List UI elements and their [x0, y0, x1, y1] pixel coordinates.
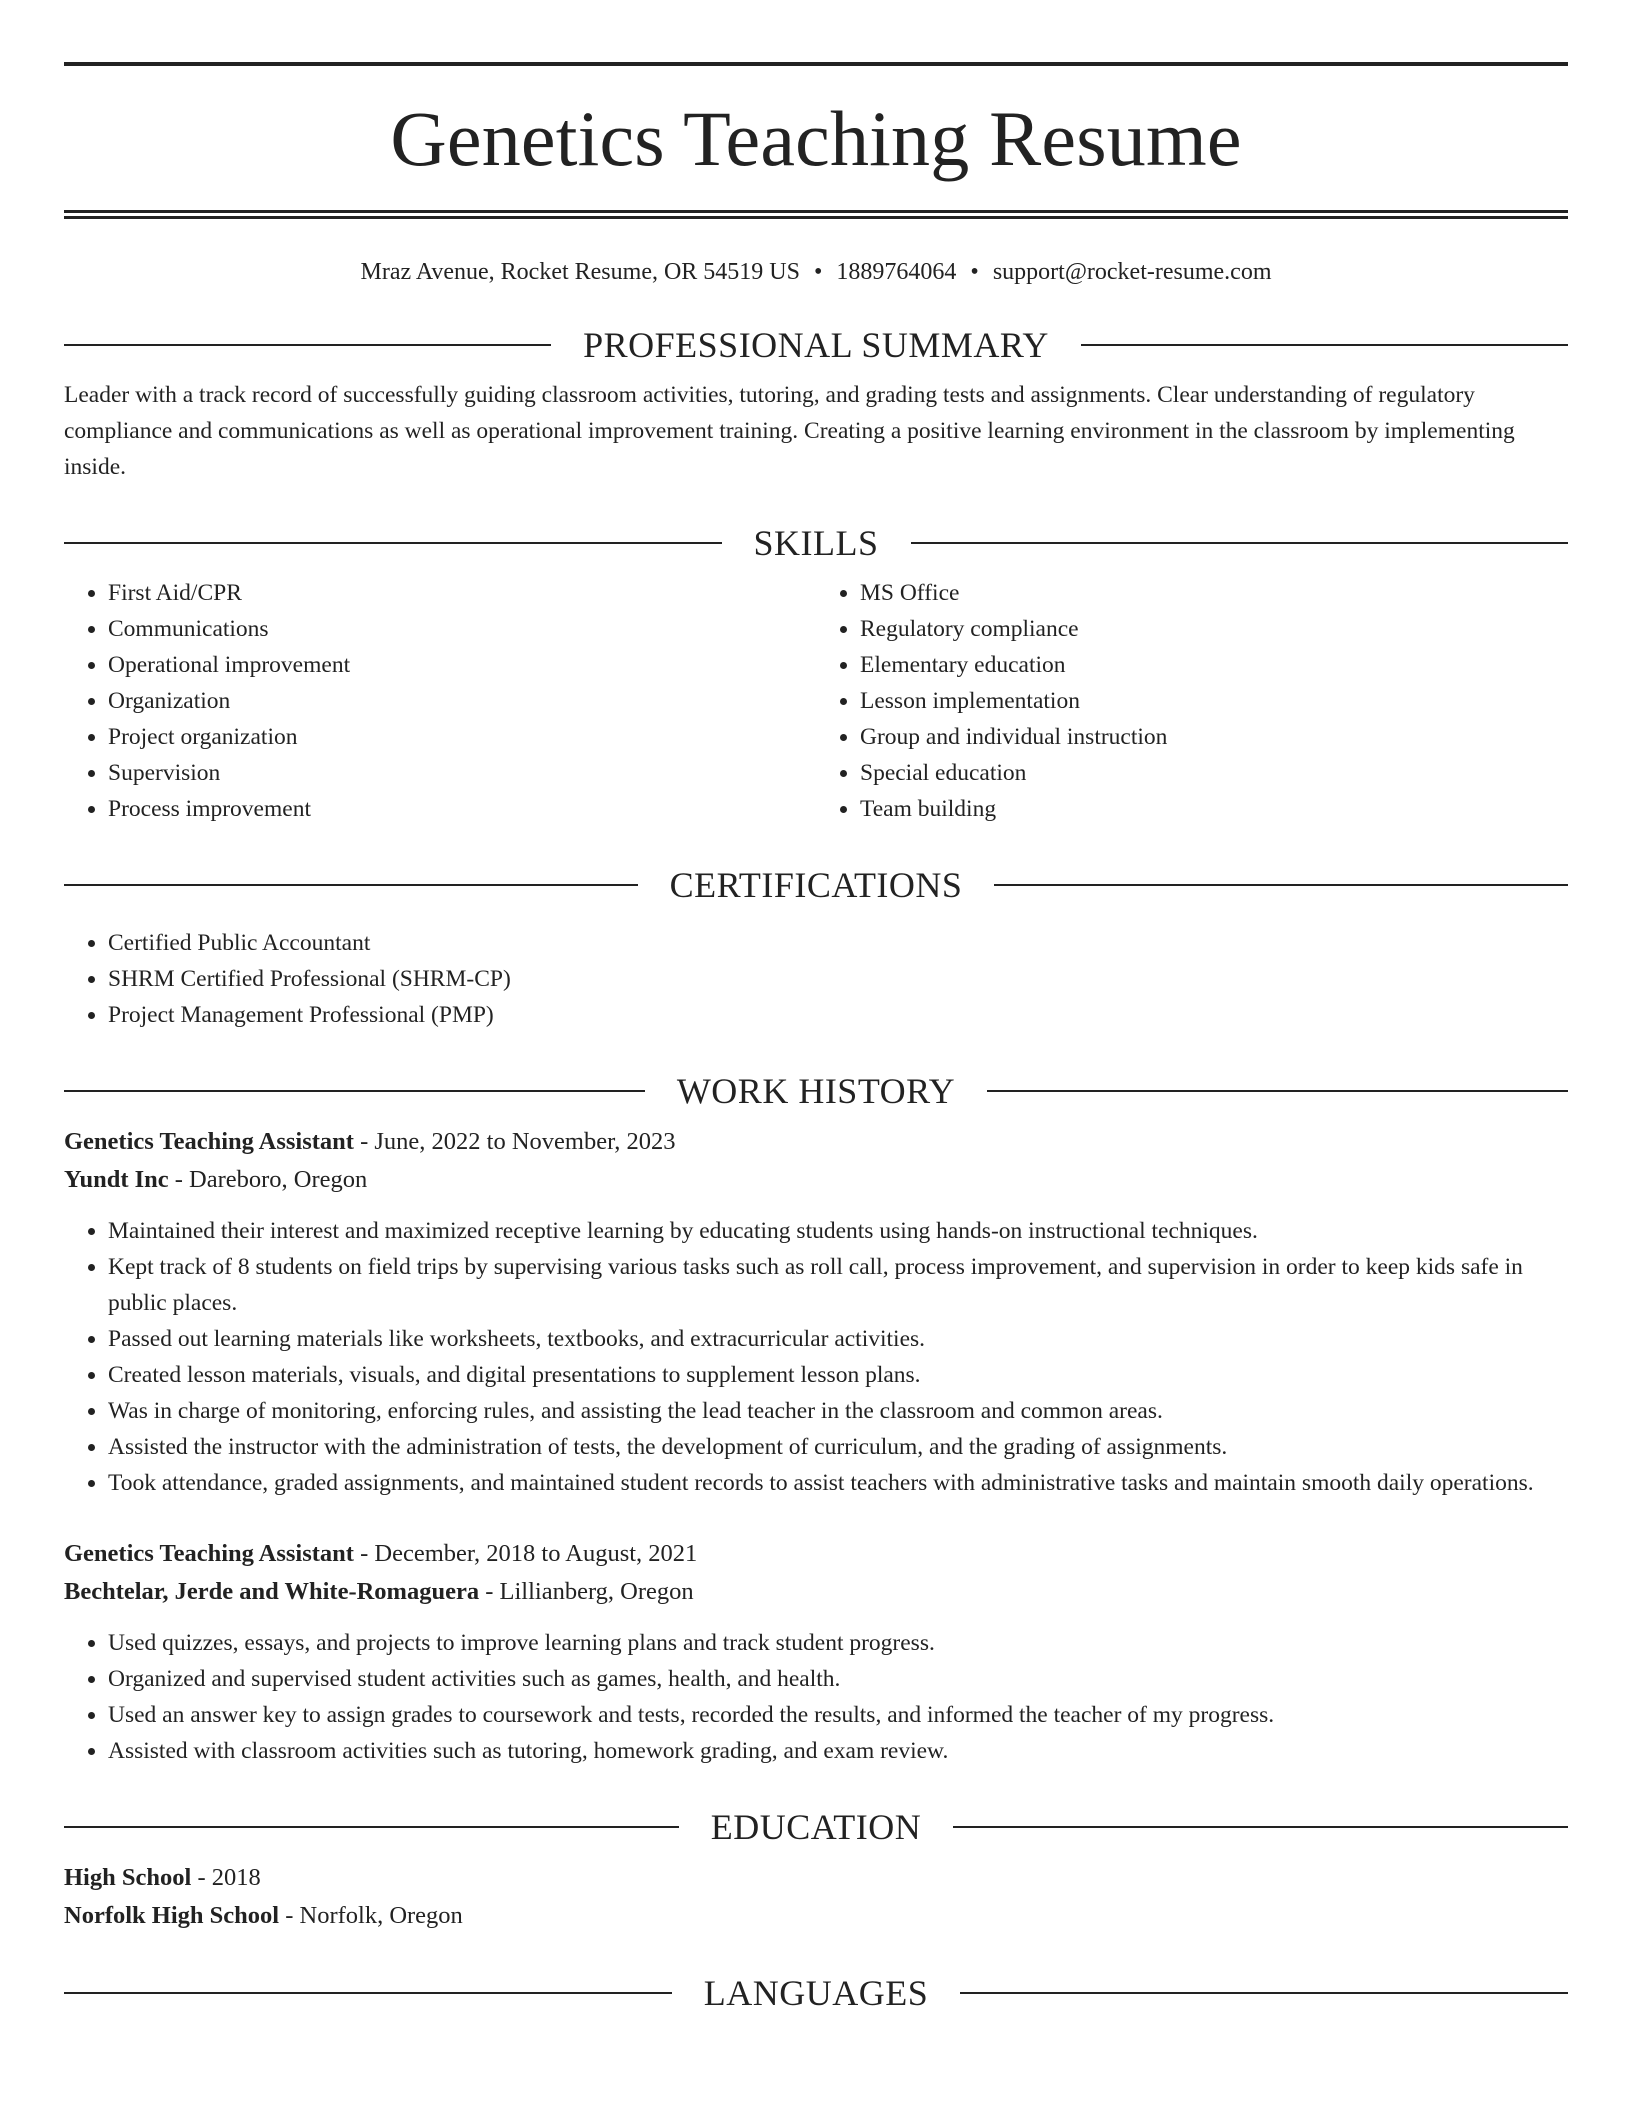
skill-item: • Lesson implementation: [860, 683, 1568, 719]
section-title: LANGUAGES: [703, 1972, 929, 2013]
education-year: - 2018: [191, 1863, 261, 1891]
job-company-line: [64, 1573, 1568, 1611]
certification-item: • SHRM Certified Professional (SHRM-CP): [108, 961, 1568, 997]
job-bullet: • Assisted the instructor with the administration of tests, the development of curriculum, and the grading of assignments.: [108, 1429, 1568, 1465]
job-location: - Dareboro, Oregon: [168, 1165, 368, 1193]
job-title-line: [64, 1535, 1568, 1573]
certification-item: • Certified Public Accountant: [108, 925, 1568, 961]
heading-rule: [994, 884, 1568, 886]
skill-item: • Process improvement: [108, 791, 816, 827]
job-bullet: • Organized and supervised student activities such as games, health, and health.: [108, 1661, 1568, 1697]
section-title: CERTIFICATIONS: [669, 864, 963, 905]
heading-rule: [1081, 344, 1568, 346]
title-double-rule: [64, 210, 1568, 219]
contact-separator: •: [814, 259, 823, 285]
job-bullets: [64, 1213, 1568, 1501]
job-title: Genetics Teaching Assistant: [64, 1539, 354, 1567]
job-title-line: [64, 1123, 1568, 1161]
heading-rule: [987, 1090, 1568, 1092]
section-heading-summary: [64, 324, 1568, 365]
job-bullet: • Assisted with classroom activities such as tutoring, homework grading, and exam review.: [108, 1733, 1568, 1769]
job-bullet: • Kept track of 8 students on field trips by supervising various tasks such as roll call, process improvement, and supervision in order to keep kids safe in public places.: [108, 1249, 1568, 1321]
skill-item: • Operational improvement: [108, 647, 816, 683]
skill-item: • MS Office: [860, 575, 1568, 611]
skill-item: • Elementary education: [860, 647, 1568, 683]
section-heading-education: [64, 1806, 1568, 1847]
education-degree-line: [64, 1859, 1568, 1897]
section-title: EDUCATION: [710, 1806, 922, 1847]
skill-item: • Communications: [108, 611, 816, 647]
skill-item: • Group and individual instruction: [860, 719, 1568, 755]
section-heading-work-history: [64, 1070, 1568, 1111]
job-bullet: • Maintained their interest and maximized receptive learning by educating students using hands-on instructional techniques.: [108, 1213, 1568, 1249]
heading-rule: [911, 542, 1569, 544]
job-dates: - June, 2022 to November, 2023: [353, 1127, 676, 1155]
skill-item: • Team building: [860, 791, 1568, 827]
skill-item: • Supervision: [108, 755, 816, 791]
contact-separator: •: [970, 259, 979, 285]
skills-list-left: [64, 575, 816, 827]
job-company: Bechtelar, Jerde and White-Romaguera: [64, 1577, 480, 1605]
certifications-list: [64, 925, 1568, 1033]
resume-title: Genetics Teaching Resume: [390, 95, 1242, 182]
section-heading-skills: [64, 522, 1568, 563]
job-company: Yundt Inc: [64, 1165, 169, 1193]
summary-text: Leader with a track record of successfully guiding classroom activities, tutoring, and grading tests and assignments. Clear understanding of regulatory compliance and communications as well as operational improvement training. Creating a positive learning environment in the classroom by implementing inside.: [64, 381, 1515, 480]
contact-address: Mraz Avenue, Rocket Resume, OR 54519 US: [360, 259, 800, 285]
skill-item: • First Aid/CPR: [108, 575, 816, 611]
job-bullet: • Passed out learning materials like worksheets, textbooks, and extracurricular activities.: [108, 1321, 1568, 1357]
education-entry: [64, 1859, 1568, 1935]
job-entry: [64, 1535, 1568, 1769]
contact-line: [64, 258, 1568, 287]
section-heading-certifications: [64, 864, 1568, 905]
education-location: - Norfolk, Oregon: [279, 1901, 463, 1929]
job-bullet: • Was in charge of monitoring, enforcing rules, and assisting the lead teacher in the classroom and common areas.: [108, 1393, 1568, 1429]
contact-email: support@rocket-resume.com: [992, 259, 1272, 285]
education-degree: High School: [64, 1863, 192, 1891]
heading-rule: [64, 344, 551, 346]
job-bullets: [64, 1625, 1568, 1769]
job-bullet: • Took attendance, graded assignments, and maintained student records to assist teachers with administrative tasks and maintain smooth daily operations.: [108, 1465, 1568, 1501]
job-entry: [64, 1123, 1568, 1501]
skill-item: • Regulatory compliance: [860, 611, 1568, 647]
heading-rule: [953, 1826, 1568, 1828]
education-school-line: [64, 1897, 1568, 1935]
job-bullet: • Used quizzes, essays, and projects to improve learning plans and track student progress.: [108, 1625, 1568, 1661]
job-title: Genetics Teaching Assistant: [64, 1127, 354, 1155]
skills-list-right: [816, 575, 1568, 827]
skill-item: • Project organization: [108, 719, 816, 755]
heading-rule: [64, 1826, 679, 1828]
section-title: WORK HISTORY: [676, 1070, 956, 1111]
heading-rule: [960, 1992, 1568, 1994]
heading-rule: [64, 884, 638, 886]
job-bullet: • Created lesson materials, visuals, and digital presentations to supplement lesson plans.: [108, 1357, 1568, 1393]
job-company-line: [64, 1161, 1568, 1199]
skills-grid: [64, 575, 1568, 827]
job-dates: - December, 2018 to August, 2021: [353, 1539, 698, 1567]
heading-rule: [64, 542, 722, 544]
education-school: Norfolk High School: [64, 1901, 280, 1929]
skill-item: • Organization: [108, 683, 816, 719]
section-title: PROFESSIONAL SUMMARY: [583, 324, 1049, 365]
heading-rule: [64, 1992, 672, 1994]
contact-phone: 1889764064: [836, 259, 957, 285]
skill-item: • Special education: [860, 755, 1568, 791]
job-location: - Lillianberg, Oregon: [479, 1577, 694, 1605]
heading-rule: [64, 1090, 645, 1092]
section-heading-languages: [64, 1972, 1568, 2013]
certification-item: • Project Management Professional (PMP): [108, 997, 1568, 1033]
resume-page: [64, 0, 1568, 2011]
job-bullet: • Used an answer key to assign grades to coursework and tests, recorded the results, and informed the teacher of my progress.: [108, 1697, 1568, 1733]
section-title: SKILLS: [753, 522, 879, 563]
